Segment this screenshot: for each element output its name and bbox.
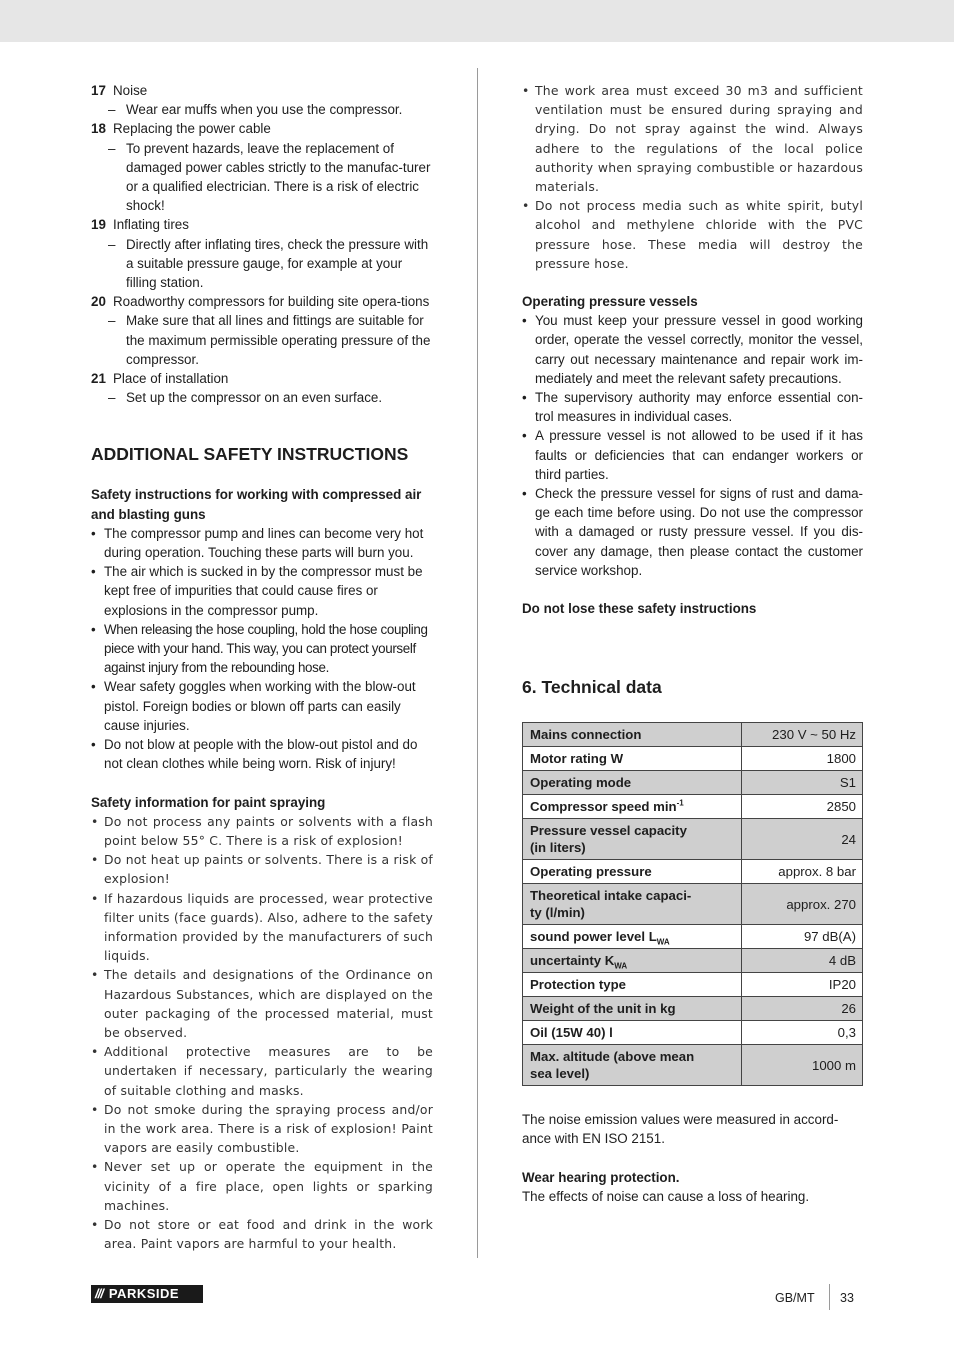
keep-instructions-note: Do not lose these safety instructions <box>522 601 757 617</box>
language-code: GB/MT <box>775 1291 815 1305</box>
paint-heading: Safety information for paint spraying <box>91 794 326 810</box>
paint-list-continued <box>522 81 863 273</box>
list-item: • Do not process any paints or solvents with a flash point below 55° C. There is a risk of explosion! <box>91 813 433 848</box>
numbered-item-19: 19 Inflating tires <box>91 217 189 233</box>
table-row: Weight of the unit in kg 26 <box>523 997 863 1021</box>
dash-item: – Wear ear muffs when you use the compressor. <box>108 102 403 118</box>
parkside-logo: /// PARKSIDE <box>91 1285 203 1303</box>
table-row: sound power level $L_{WA}$ 97 dB(A) <box>523 925 863 949</box>
list-item: • The details and designations of the Ordinance on Hazardous Substances, which are displayed on the outer packaging of the processed material, must be observed. <box>91 967 433 1040</box>
list-item: • Do not heat up paints or solvents. There is a risk of explosion! <box>91 852 433 887</box>
technical-data-table <box>522 722 863 1086</box>
table-row: Operating pressure approx. 8 bar <box>523 860 863 884</box>
numbered-item-18: 18 Replacing the power cable <box>91 121 271 137</box>
blasting-heading: Safety instructions for working with compressed air and blasting guns <box>91 487 422 522</box>
table-row: Protection type IP20 <box>523 973 863 997</box>
paint-list <box>91 812 433 1254</box>
column-divider <box>477 68 478 1258</box>
table-row: uncertainty $K_{WA}$ 4 dB <box>523 949 863 973</box>
list-item: • A pressure vessel is not allowed to be used if it has faults or deficiencies that can endanger workers or third parties. <box>522 428 863 482</box>
vessels-list <box>522 311 863 580</box>
numbered-item-17: 17 Noise <box>91 83 148 98</box>
noise-emission-note: The noise emission values were measured in accord-ance with EN ISO 2151. <box>522 1112 839 1147</box>
hearing-protection-text: The effects of noise can cause a loss of hearing. <box>522 1188 810 1204</box>
list-item: • Do not blow at people with the blow-out pistol and do not clean clothes while being worn. Risk of injury! <box>91 737 418 772</box>
list-item: • The air which is sucked in by the compressor must be kept free of impurities that could cause fires or explosions in the compressor pump. <box>91 564 423 618</box>
list-item: • Do not smoke during the spraying process and/or in the work area. There is a risk of explosion! Paint vapors are easily combustible. <box>91 1101 433 1156</box>
table-row: Motor rating W 1800 <box>523 747 863 771</box>
list-item: • The supervisory authority may enforce essential con-trol measures in individual cases. <box>522 390 863 425</box>
left-column <box>91 81 433 1253</box>
list-item: • Additional protective measures are to be undertaken if necessary, particularly the wearing of suitable clothing and masks. <box>91 1044 433 1098</box>
footer-divider <box>829 1284 830 1310</box>
table-row: Oil (15W 40) l 0,3 <box>523 1021 863 1045</box>
numbered-item-21: 21 Place of installation <box>91 371 229 387</box>
table-row: Compressor speed $\min^{-1}$ 2850 <box>523 795 863 819</box>
table-row: Mains connection 230 V ~ 50 Hz <box>523 723 863 747</box>
page-number: 33 <box>840 1291 854 1305</box>
list-item: • If hazardous liquids are processed, wear protective filter units (face guards). Also, adhere to the safety information provided by the manufacturers of such liquids. <box>91 890 433 964</box>
dash-item: – Make sure that all lines and fittings are suitable for the maximum permissible operating pressure of the compressor. <box>108 313 431 367</box>
dash-item: – To prevent hazards, leave the replacement of damaged power cables strictly to the manufac-turer or a qualified electrician. There is a risk of electric shock! <box>108 140 431 214</box>
numbered-item-20: 20 Roadworthy compressors for building site opera-tions <box>91 294 430 310</box>
hearing-protection-heading: Wear hearing protection. <box>522 1169 680 1185</box>
section-title: ADDITIONAL SAFETY INSTRUCTIONS <box>91 444 409 465</box>
technical-data-title: 6. Technical data <box>522 677 662 698</box>
table-row: Max. altitude (above mean sea level) 1000 m <box>523 1045 863 1086</box>
list-item: • Do not store or eat food and drink in the work area. Paint vapors are harmful to your health. <box>91 1216 433 1252</box>
dash-item: – Set up the compressor on an even surface. <box>108 390 383 406</box>
table-row: Pressure vessel capacity (in liters) 24 <box>523 819 863 860</box>
list-item: • When releasing the hose coupling, hold the hose coupling piece with your hand. This way, you can protect yourself against injury from the rebounding hose. <box>91 621 428 676</box>
list-item: • Check the pressure vessel for signs of rust and dama-ge each time before using. Do not use the compressor with a damaged or rusty pressure vessel. If you dis-cover any damage, then please contact the customer service workshop. <box>522 486 863 578</box>
list-item: • Never set up or operate the equipment in the vicinity of a fire place, open lights or sparking machines. <box>91 1159 433 1213</box>
table-row: Operating mode S1 <box>523 771 863 795</box>
dash-item: – Directly after inflating tires, check the pressure with a suitable pressure gauge, for example at your filling station. <box>108 236 429 291</box>
table-row: Theoretical intake capaci- ty (l/min) approx. 270 <box>523 884 863 925</box>
blasting-list <box>91 524 433 774</box>
top-band <box>0 0 954 42</box>
vessels-heading: Operating pressure vessels <box>522 294 698 310</box>
list-item: • The work area must exceed 30 m3 and sufficient ventilation must be ensured during spraying and drying. Do not spray against the wind. Always adhere to the regulations of the local police authority when spraying combustible or hazardous materials. <box>522 83 863 195</box>
list-item: • Do not process media such as white spirit, butyl alcohol and methylene chloride with the PVC pressure hose. These media will destroy the pressure hose. <box>522 198 863 271</box>
right-column <box>522 81 863 1206</box>
list-item: • Wear safety goggles when working with the blow-out pistol. Foreign bodies or blown off parts can easily cause injuries. <box>91 679 416 733</box>
list-item: • You must keep your pressure vessel in good working order, operate the vessel correctly, monitor the vessel, carry out necessary maintenance and repair work im-mediately and meet the relevant safety precautions. <box>522 313 863 386</box>
list-item: • The compressor pump and lines can become very hot during operation. Touching these parts will burn you. <box>91 525 424 561</box>
